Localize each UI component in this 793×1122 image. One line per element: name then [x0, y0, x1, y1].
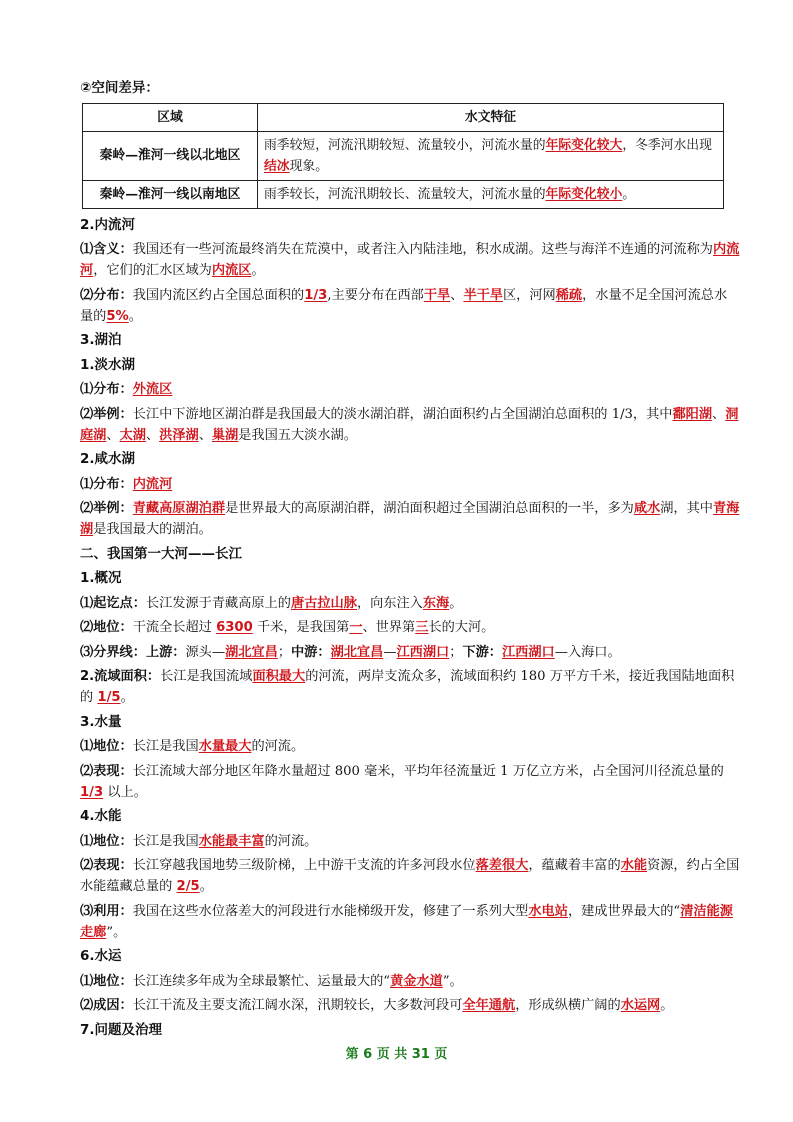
key-term: 结冰 [264, 158, 290, 174]
key-term: 年际变化较大 [545, 137, 623, 153]
water-performance [80, 761, 740, 803]
text-run: 、世界第 [362, 620, 416, 635]
key-term: 湖北宜昌 [330, 644, 384, 660]
text-run: 。 [622, 186, 636, 202]
water-volume-heading: 3.水量 [80, 713, 122, 730]
key-term: 清洁能源走廊 [80, 903, 733, 940]
item-label: 2.流域面积： [80, 669, 161, 684]
saltwater-lake-heading: 2.咸水湖 [80, 451, 136, 467]
text-run: 。 [120, 690, 134, 705]
key-term: 水能 [620, 858, 648, 873]
overview-heading: 1.概况 [80, 570, 122, 586]
freshwater-lake-heading: 1.淡水湖 [80, 356, 136, 373]
key-term: 外流区 [132, 382, 173, 397]
text-run: 。 [251, 263, 265, 278]
key-term: 2/5 [176, 879, 200, 894]
basin-area [80, 666, 740, 708]
sub-label: 下游： [462, 644, 502, 660]
item-label: ⑴地位： [80, 833, 133, 849]
text-run: 干流全长超过 [132, 620, 217, 635]
item-label: ⑶利用： [80, 903, 133, 919]
text-run: 雨季较长，河流汛期较长、流量较大，河流水量的 [264, 186, 546, 202]
text-run: ，建成世界最大的“ [567, 903, 681, 919]
key-term: 半干旱 [463, 287, 503, 303]
key-term: 江西湖口 [502, 644, 555, 660]
text-run: ，形成纵横广阔的 [515, 998, 621, 1013]
text-run: 是我国最大的湖泊。 [93, 522, 212, 537]
table-row [83, 131, 724, 180]
text-run: 的河流。 [264, 833, 318, 849]
yangtze-status [80, 617, 740, 638]
text-run: 长江连续多年成为全球最繁忙、运量最大的“ [132, 973, 391, 989]
text-run: 长江流域大部分地区年降水量超过 800 毫米，平均年径流量近 1 万亿立方米，占全国河川径流总量的 [132, 763, 724, 779]
hydropower-status [80, 831, 740, 852]
key-term: 洪泽湖 [159, 427, 199, 443]
text-run: 长江是我国 [132, 739, 199, 754]
saltwater-distribution [80, 474, 740, 495]
text-run: 。 [449, 595, 463, 611]
key-term: 1/5 [97, 690, 121, 705]
hydropower-heading: 4.水能 [80, 808, 122, 824]
problems-heading: 7.问题及治理 [80, 1021, 163, 1038]
key-term: 鄱阳湖 [672, 406, 713, 422]
text-run: ”。 [106, 924, 127, 940]
text-run: 湖，其中 [660, 501, 713, 516]
freshwater-distribution [80, 379, 740, 400]
item-label: ⑵举例： [80, 501, 133, 516]
table-header-feature: 水文特征 [258, 103, 724, 131]
region-cell: 秦岭—淮河一线以南地区 [83, 180, 258, 208]
key-term: 黄金水道 [390, 973, 443, 989]
key-term: 咸水 [633, 501, 661, 516]
hydrology-table [82, 103, 724, 209]
sub-label: 中游： [291, 644, 331, 660]
key-term: 东海 [422, 595, 450, 611]
text-run: ,主要分布在西部 [327, 287, 424, 303]
hydropower-performance [80, 855, 740, 897]
item-label: ⑴地位： [80, 973, 133, 989]
page-footer: 第 6 页 共 31 页 [345, 1047, 448, 1062]
inland-meaning [80, 239, 740, 281]
key-term: 面积最大 [252, 669, 306, 684]
sub-label: 上游： [145, 644, 186, 660]
lakes-heading: 3.湖泊 [80, 332, 122, 348]
key-term: 水能最丰富 [198, 833, 265, 849]
text-run: 区，河网 [503, 287, 556, 303]
key-term: 洞庭湖 [80, 406, 739, 443]
item-label: ⑵分布： [80, 287, 133, 303]
text-run: 长江是我国流域 [160, 669, 253, 684]
key-term: 6300 [216, 620, 253, 635]
page-content [80, 78, 740, 1044]
key-term: 青海湖 [80, 501, 740, 537]
text-run: 。 [199, 879, 213, 894]
saltwater-examples [80, 498, 740, 540]
text-run: ，冬季河水出现 [622, 137, 712, 153]
item-label: ⑴分布： [80, 382, 133, 397]
key-term: 三 [415, 620, 429, 635]
shipping-status [80, 971, 740, 992]
separator: 、 [106, 427, 120, 443]
item-label: ⑴含义： [80, 242, 133, 257]
separator: 、 [145, 427, 160, 443]
text-run: 源头— [185, 644, 226, 660]
text-run: ，蕴藏着丰富的 [528, 858, 621, 873]
text-run: 以上。 [103, 784, 147, 800]
feature-cell [258, 131, 724, 180]
key-term: 干旱 [423, 287, 451, 303]
text-run: 是世界最大的高原湖泊群，湖泊面积超过全国湖泊总面积的一半，多为 [225, 501, 634, 516]
text-run: —入海口。 [554, 644, 621, 660]
water-status [80, 736, 740, 757]
item-label: ⑵表现： [80, 763, 133, 779]
text-run: 。 [660, 998, 674, 1013]
text-run: 长的大河。 [428, 620, 495, 635]
text-run: 资源，约占全国水能蕴藏总量的 [80, 858, 740, 894]
key-term: 巢湖 [211, 427, 239, 443]
text-run: 。 [128, 308, 142, 324]
key-term: 唐古拉山脉 [291, 595, 357, 611]
separator: ； [277, 644, 291, 660]
key-term: 年际变化较小 [545, 186, 623, 202]
item-label: ⑵地位： [80, 620, 133, 635]
key-term: 内流河 [132, 476, 173, 492]
table-row [83, 180, 724, 208]
text-run: 雨季较短，河流汛期较短、流量较小，河流水量的 [264, 137, 546, 153]
key-term: 江西湖口 [396, 644, 450, 660]
yangtze-boundary [80, 642, 740, 663]
item-label: ⑶分界线： [80, 644, 146, 660]
key-term: 1/3 [304, 287, 328, 303]
separator: 、 [198, 427, 212, 443]
text-run: ，它们的汇水区域为 [93, 263, 212, 278]
text-run: 长江中下游地区湖泊群是我国最大的淡水湖泊群，湖泊面积约占全国湖泊总面积的 1/3，其中 [132, 406, 673, 422]
key-term: 5% [106, 308, 129, 324]
text-run: 千米，是我国第 [252, 620, 350, 635]
key-term: 一 [349, 620, 363, 635]
text-run: 长江穿越我国地势三级阶梯，上中游干支流的许多河段水位 [132, 858, 476, 873]
text-run: 我国还有一些河流最终消失在荒漠中，或者注入内陆洼地，积水成湖。这些与海洋不连通的河流称为 [132, 242, 713, 257]
separator: 、 [712, 406, 726, 422]
key-term: 湖北宜昌 [225, 644, 278, 660]
key-term: 水电站 [528, 903, 568, 919]
key-term: 内流河 [80, 242, 740, 278]
item-label: ⑵成因： [80, 998, 133, 1013]
key-term: 稀疏 [555, 287, 583, 303]
table-header-region: 区域 [83, 103, 258, 131]
text-run: 我国在这些水位落差大的河段进行水能梯级开发，修建了一系列大型 [132, 903, 529, 919]
freshwater-examples [80, 404, 740, 446]
text-run: ，向东注入 [356, 595, 423, 611]
key-term: 内流区 [211, 263, 252, 278]
separator: — [383, 644, 397, 660]
shipping-cause [80, 995, 740, 1016]
feature-cell [258, 180, 724, 208]
text-run: 的河流。 [251, 739, 305, 754]
key-term: 太湖 [119, 427, 146, 443]
text-run: ，水量不足全国河流总水量的 [80, 287, 728, 324]
item-label: ⑵表现： [80, 858, 133, 873]
text-run: 现象。 [289, 158, 328, 174]
text-run: 的河流，两岸支流众多，流域面积约 180 万平方千米，接近我国陆地面积的 [80, 669, 735, 705]
text-run: 是我国五大淡水湖。 [238, 427, 357, 443]
text-run: 、 [450, 287, 464, 303]
key-term: 1/3 [80, 784, 104, 800]
item-label: ⑴地位： [80, 739, 133, 754]
separator: ； [449, 644, 463, 660]
item-label: ⑴起讫点： [80, 595, 146, 611]
key-term: 水运网 [620, 998, 661, 1013]
key-term: 全年通航 [462, 998, 516, 1013]
inland-distribution [80, 285, 740, 327]
text-run: 长江是我国 [132, 833, 199, 849]
key-term: 水量最大 [198, 739, 252, 754]
key-term: 落差很大 [475, 858, 529, 873]
key-term: 青藏高原湖泊群 [132, 501, 226, 516]
table-header-row [83, 103, 724, 131]
text-run: 长江发源于青藏高原上的 [145, 595, 291, 611]
item-label: ⑵举例： [80, 406, 133, 422]
region-cell: 秦岭—淮河一线以北地区 [83, 131, 258, 180]
inland-river-heading: 2.内流河 [80, 216, 136, 233]
text-run: 我国内流区约占全国总面积的 [132, 287, 305, 303]
text-run: 长江干流及主要支流江阔水深，汛期较长，大多数河段可 [132, 998, 463, 1013]
item-label: ⑴分布： [80, 476, 133, 492]
spatial-difference-heading: ②空间差异： [80, 80, 159, 96]
yangtze-origin [80, 593, 740, 614]
shipping-heading: 6.水运 [80, 948, 122, 964]
text-run: ”。 [442, 973, 463, 989]
yangtze-heading: 二、我国第一大河——长江 [80, 545, 242, 562]
hydropower-use [80, 901, 740, 943]
